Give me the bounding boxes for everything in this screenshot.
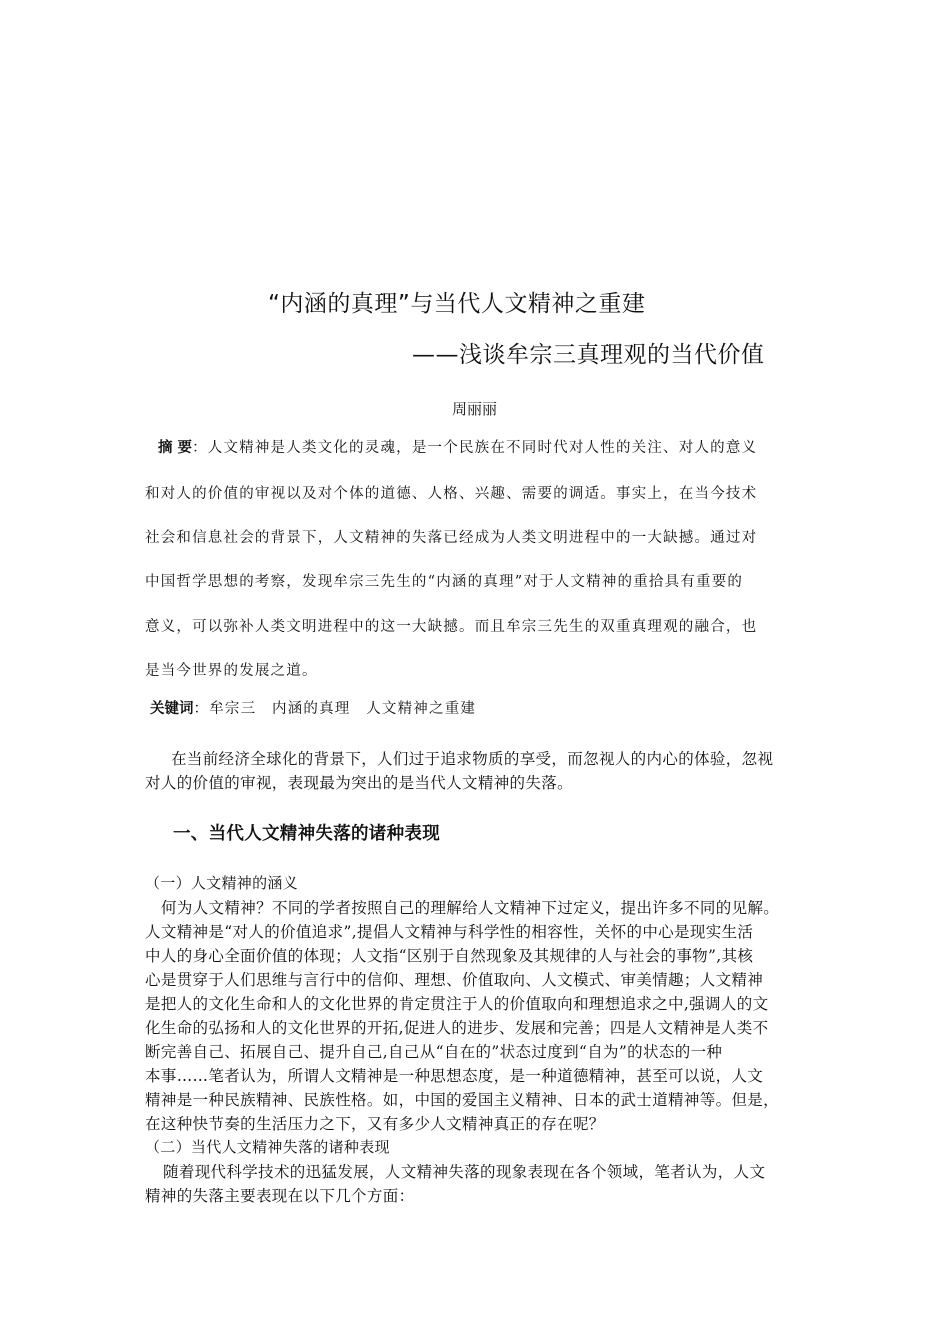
intro-line: 在当前经济全球化的背景下，人们过于追求物质的享受，而忽视人的内心的体验，忽视 xyxy=(171,750,774,768)
keywords-label: 关键词 xyxy=(150,701,194,717)
abstract-line: 和对人的价值的审视以及对个体的道德、人格、兴趣、需要的调适。事实上，在当今技术 xyxy=(145,486,758,502)
body-line: 是把人的文化生命和人的文化世界的肯定贯注于人的价值取向和理想追求之中,强调人的文 xyxy=(145,995,769,1013)
paper-title: “内涵的真理”与当代人文精神之重建 xyxy=(268,291,646,317)
abstract-text: ：人文精神是人类文化的灵魂，是一个民族在不同时代对人性的关注、对人的意义 xyxy=(192,440,758,456)
body-line: 何为人文精神？不同的学者按照自己的理解给人文精神下过定义，提出许多不同的见解。 xyxy=(161,899,780,917)
section-heading: 一、当代人文精神失落的诸种表现 xyxy=(173,824,440,844)
abstract-line: 中国哲学思想的考察，发现牟宗三先生的“内涵的真理”对于人文精神的重拾具有重要的 xyxy=(145,574,744,590)
body-line: 精神的失落主要表现在以下几个方面： xyxy=(145,1187,415,1205)
body-line: 精神是一种民族精神、民族性格。如，中国的爱国主义精神、日本的武士道精神等。但是， xyxy=(145,1091,780,1109)
body-line: 在这种快节奏的生活压力之下，又有多少人文精神真正的存在呢？ xyxy=(145,1115,605,1133)
keywords-text: ：牟宗三 内涵的真理 人文精神之重建 xyxy=(193,701,477,717)
intro-line: 对人的价值的审视，表现最为突出的是当代人文精神的失落。 xyxy=(145,774,573,792)
body-line: 化生命的弘扬和人的文化世界的开拓,促进人的进步、发展和完善；四是人文精神是人类不 xyxy=(145,1019,769,1037)
body-line: 心是贯穿于人们思维与言行中的信仰、理想、价值取向、人文模式、审美情趣；人文精神 xyxy=(145,971,764,989)
abstract-line: 社会和信息社会的背景下，人文精神的失落已经成为人类文明进程中的一大缺撼。通过对 xyxy=(145,530,758,546)
subsection-heading: （一）人文精神的涵义 xyxy=(145,874,299,892)
keywords-line xyxy=(150,697,476,718)
subsection-heading: （二）当代人文精神失落的诸种表现 xyxy=(145,1138,390,1156)
body-line: 中人的身心全面价值的体现；人文指“区别于自然现象及其规律的人与社会的事物”,其核 xyxy=(145,947,754,965)
abstract-label: 摘 要 xyxy=(158,440,193,456)
body-line: 断完善自己、拓展自己、提升自己,自己从“自在的”状态过度到“自为”的状态的一种 xyxy=(145,1043,723,1061)
author-name: 周丽丽 xyxy=(452,400,498,418)
abstract-line: 是当今世界的发展之道。 xyxy=(145,663,318,679)
body-line: 本事……笔者认为，所谓人文精神是一种思想态度，是一种道德精神，甚至可以说，人文 xyxy=(145,1067,764,1085)
body-line: 随着现代科学技术的迅猛发展，人文精神失落的现象表现在各个领域，笔者认为，人文 xyxy=(163,1163,766,1181)
body-line: 人文精神是“对人的价值追求”,提倡人文精神与科学性的相容性，关怀的中心是现实生活 xyxy=(145,923,754,941)
paper-subtitle: ——浅谈牟宗三真理观的当代价值 xyxy=(412,342,765,368)
abstract-line xyxy=(158,436,757,457)
abstract-line: 意义，可以弥补人类文明进程中的这一大缺撼。而且牟宗三先生的双重真理观的融合，也 xyxy=(145,619,758,635)
